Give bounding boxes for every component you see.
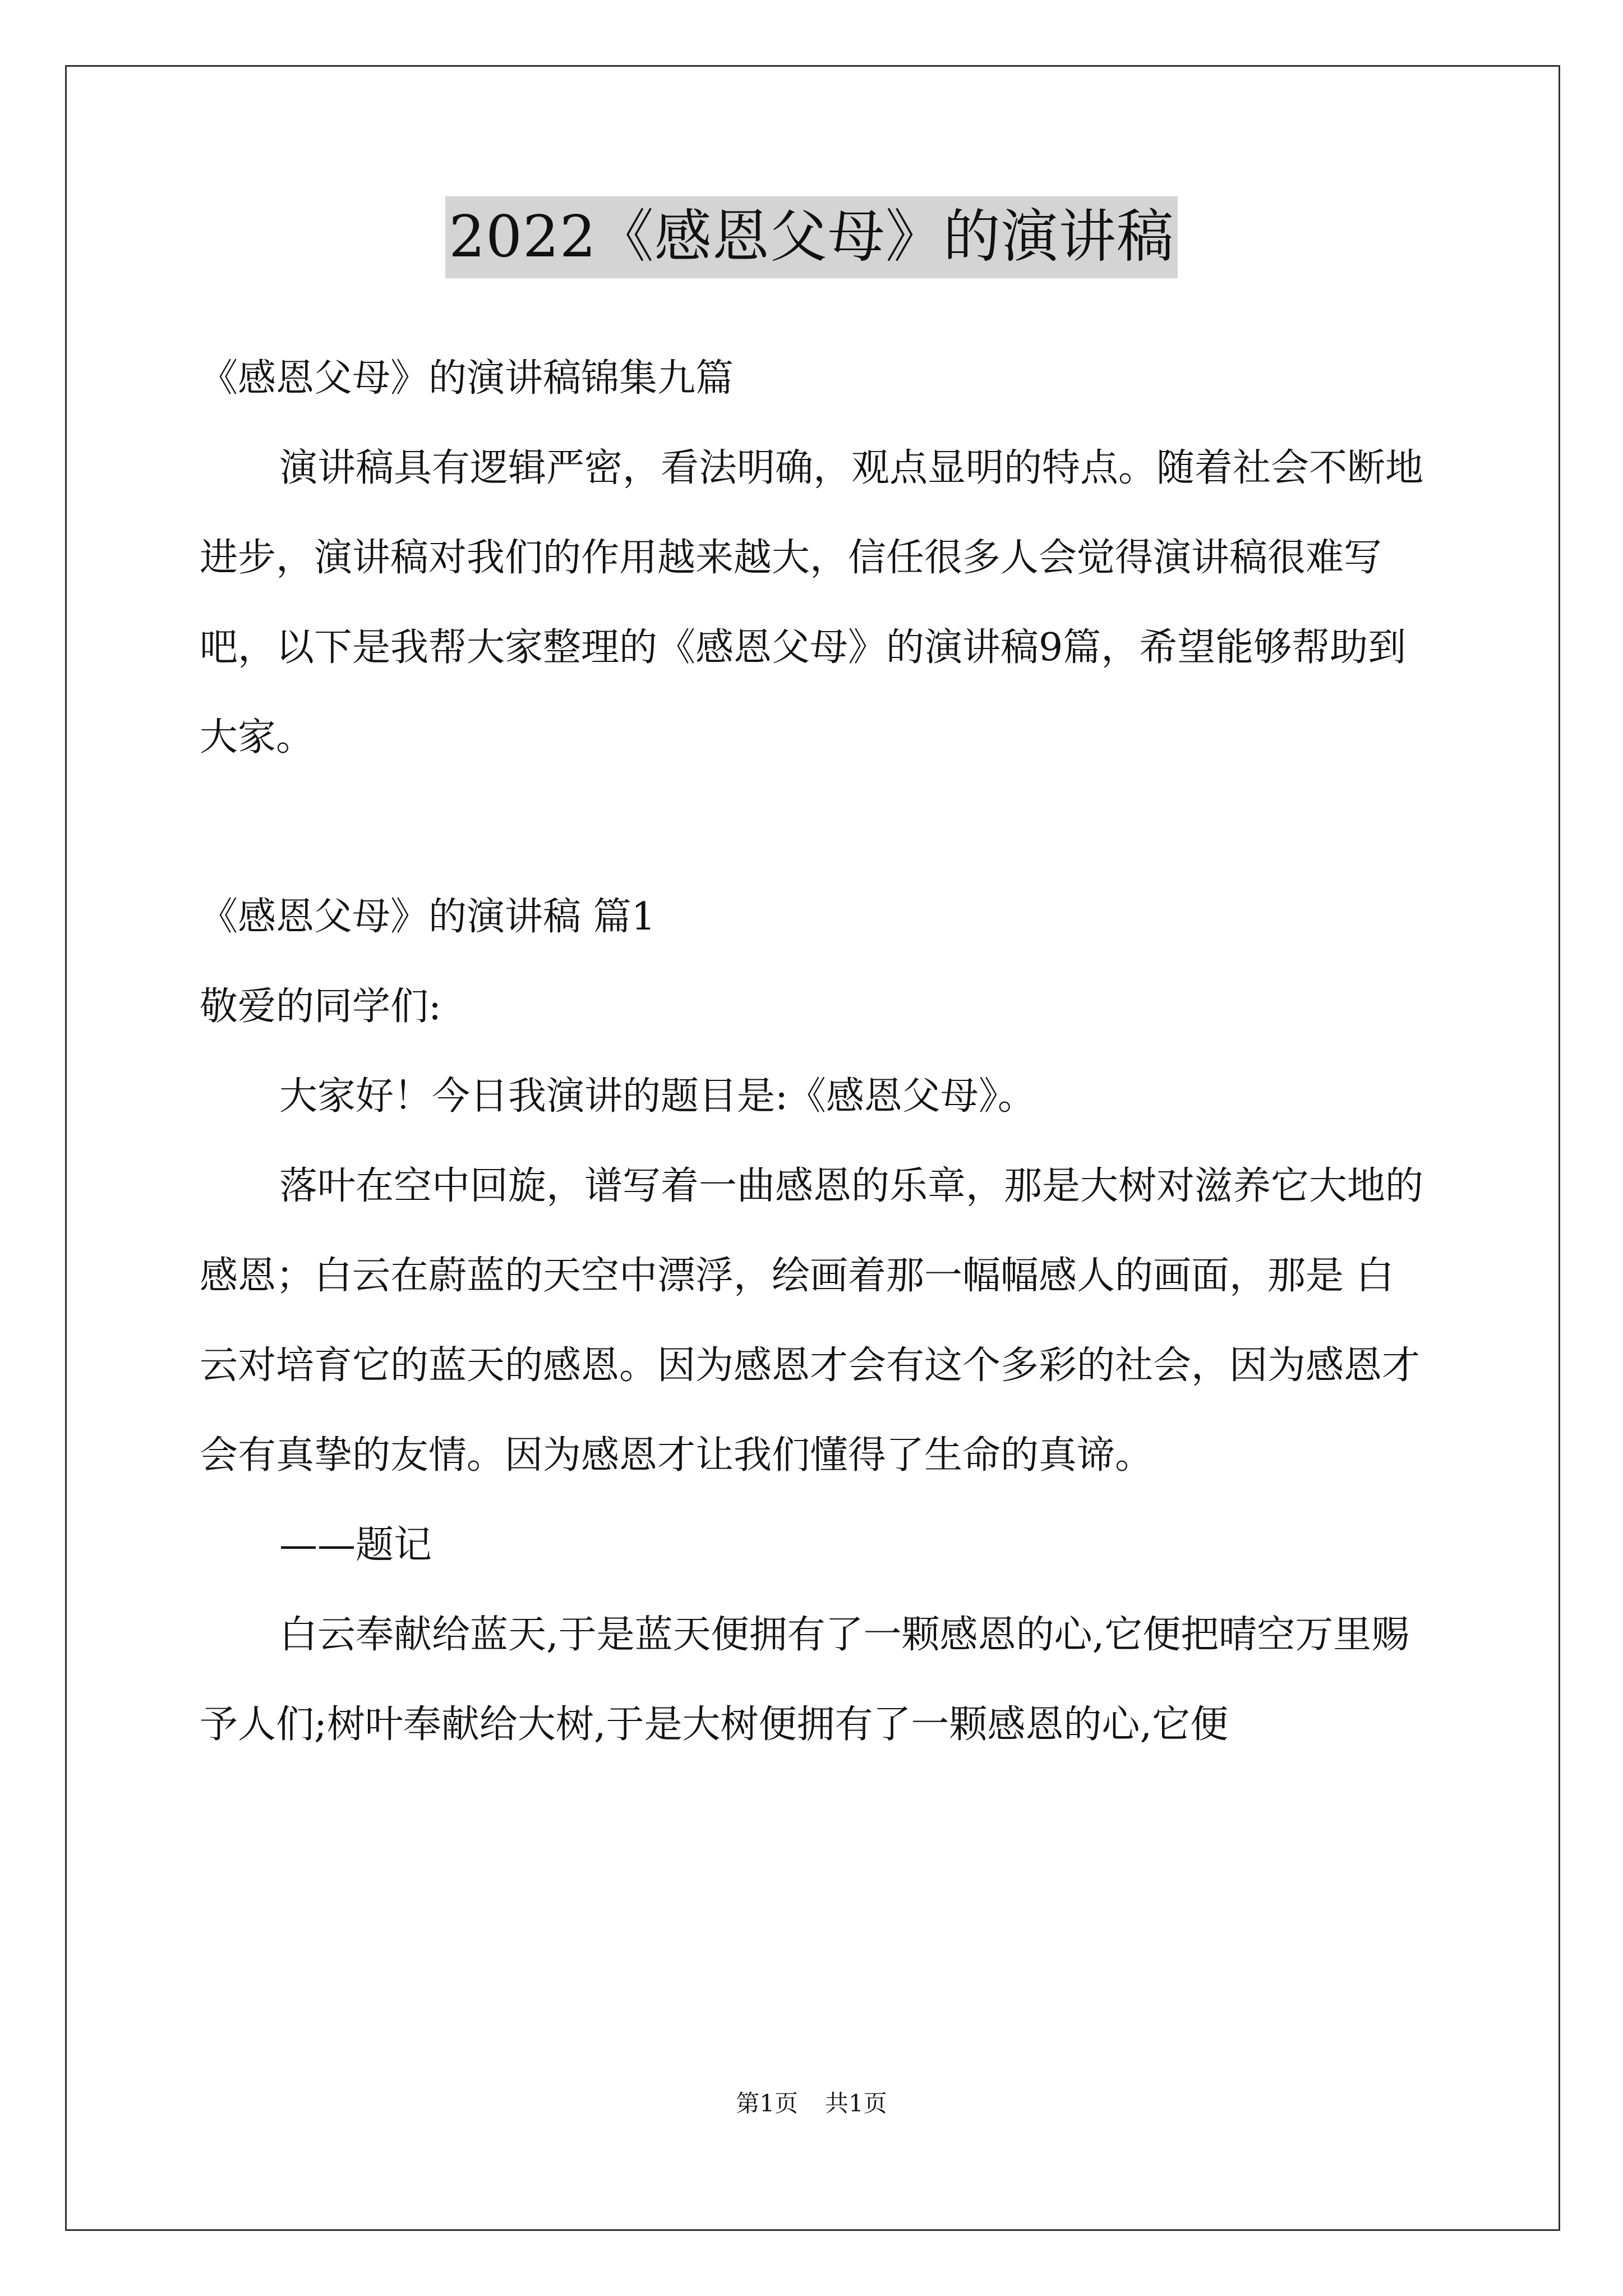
document-body: [200, 334, 1431, 1770]
body-paragraph: 白云奉献给蓝天,于是蓝天便拥有了一颗感恩的心,它便把晴空万里赐予人们;树叶奉献给大树,于是大树便拥有了一颗感恩的心,它便: [200, 1613, 1410, 1747]
intro-paragraph: 演讲稿具有逻辑严密，看法明确，观点显明的特点。随着社会不断地进步，演讲稿对我们的作用越来越大，信任很多人会觉得演讲稿很难写吧，以下是我帮大家整理的《感恩父母》的演讲稿9篇，希望能够帮助到大家。: [200, 446, 1424, 760]
subtitle: 《感恩父母》的演讲稿锦集九篇: [200, 356, 734, 401]
page-total: 共1页: [825, 2090, 887, 2117]
page-number: 第1页: [736, 2090, 798, 2117]
page-footer: [0, 2087, 1623, 2120]
body-paragraph: 落叶在空中回旋，谱写着一曲感恩的乐章，那是大树对滋养它大地的感恩；白云在蔚蓝的天空中漂浮，绘画着那一幅幅感人的画面，那是 白云对培育它的蓝天的感恩。因为感恩才会有这个多彩的社会，因为感恩才会有真挚的友情。因为感恩才让我们懂得了生命的真谛。: [200, 1164, 1424, 1478]
greeting-paragraph: 大家好！今日我演讲的题目是:《感恩父母》。: [279, 1074, 1036, 1119]
title-container: [0, 196, 1623, 278]
salutation: 敬爱的同学们:: [200, 984, 441, 1029]
document-title: 2022《感恩父母》的演讲稿: [445, 196, 1178, 278]
section-heading: 《感恩父母》的演讲稿 篇1: [200, 895, 656, 939]
epigraph-label: ——题记: [279, 1523, 432, 1567]
section-gap: [200, 783, 1431, 872]
